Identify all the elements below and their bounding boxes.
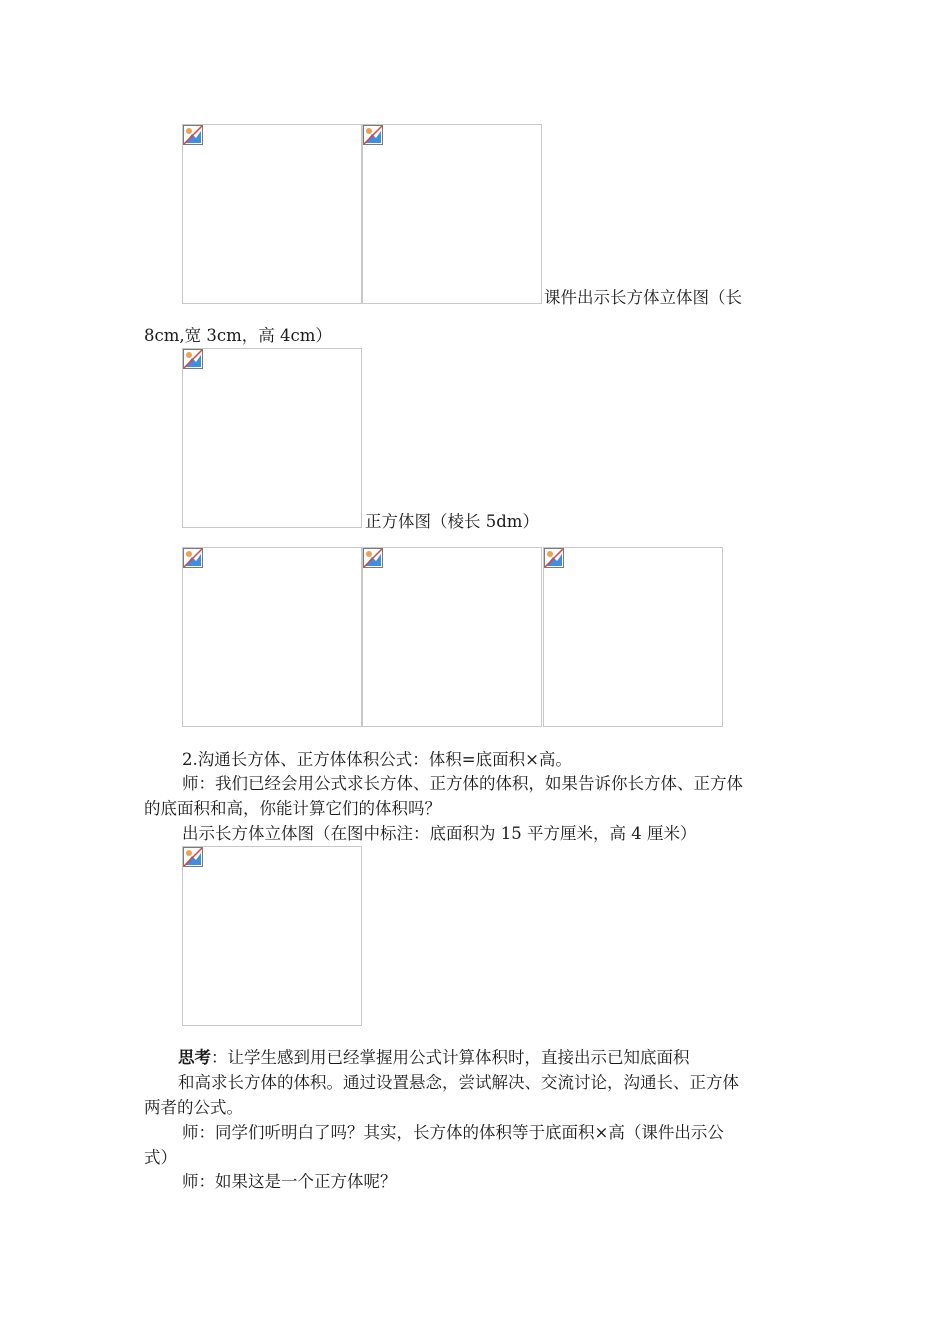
reflection-line xyxy=(178,1046,690,1070)
paragraph-line: 和高求长方体的体积。通过设置悬念，尝试解决、交流讨论，沟通长、正方体 xyxy=(178,1073,739,1092)
broken-image-icon xyxy=(183,125,203,145)
broken-image-icon xyxy=(363,548,383,568)
image-placeholder xyxy=(543,547,723,727)
image-placeholder xyxy=(362,547,542,727)
caption-cuboid: 课件出示长方体立体图（长 xyxy=(544,288,742,307)
broken-image-icon xyxy=(183,548,203,568)
paragraph-line: 式） xyxy=(144,1148,177,1167)
section-heading: 2.沟通长方体、正方体体积公式：体积=底面积×高。 xyxy=(182,750,572,769)
paragraph-line: 师：同学们听明白了吗？其实，长方体的体积等于底面积×高（课件出示公 xyxy=(182,1123,724,1142)
broken-image-icon xyxy=(544,548,564,568)
broken-image-icon xyxy=(363,125,383,145)
image-placeholder xyxy=(182,846,362,1026)
image-placeholder xyxy=(182,124,362,304)
paragraph-line: 师：我们已经会用公式求长方体、正方体的体积，如果告诉你长方体、正方体 xyxy=(182,774,743,793)
image-placeholder xyxy=(182,547,362,727)
caption-cuboid-continued: 8cm,宽 3cm，高 4cm） xyxy=(144,326,332,345)
reflection-label: 思考 xyxy=(178,1048,211,1067)
paragraph-line: 两者的公式。 xyxy=(144,1098,243,1117)
reflection-text: ：让学生感到用已经掌握用公式计算体积时，直接出示已知底面积 xyxy=(211,1048,690,1067)
caption-cube: 正方体图（棱长 5dm） xyxy=(365,512,539,531)
broken-image-icon xyxy=(183,349,203,369)
paragraph-line: 师：如果这是一个正方体呢？ xyxy=(182,1172,397,1191)
broken-image-icon xyxy=(183,847,203,867)
image-placeholder xyxy=(182,348,362,528)
paragraph-line: 的底面积和高，你能计算它们的体积吗？ xyxy=(144,799,441,818)
paragraph-line: 出示长方体立体图（在图中标注：底面积为 15 平方厘米，高 4 厘米） xyxy=(182,824,697,843)
image-placeholder xyxy=(362,124,542,304)
